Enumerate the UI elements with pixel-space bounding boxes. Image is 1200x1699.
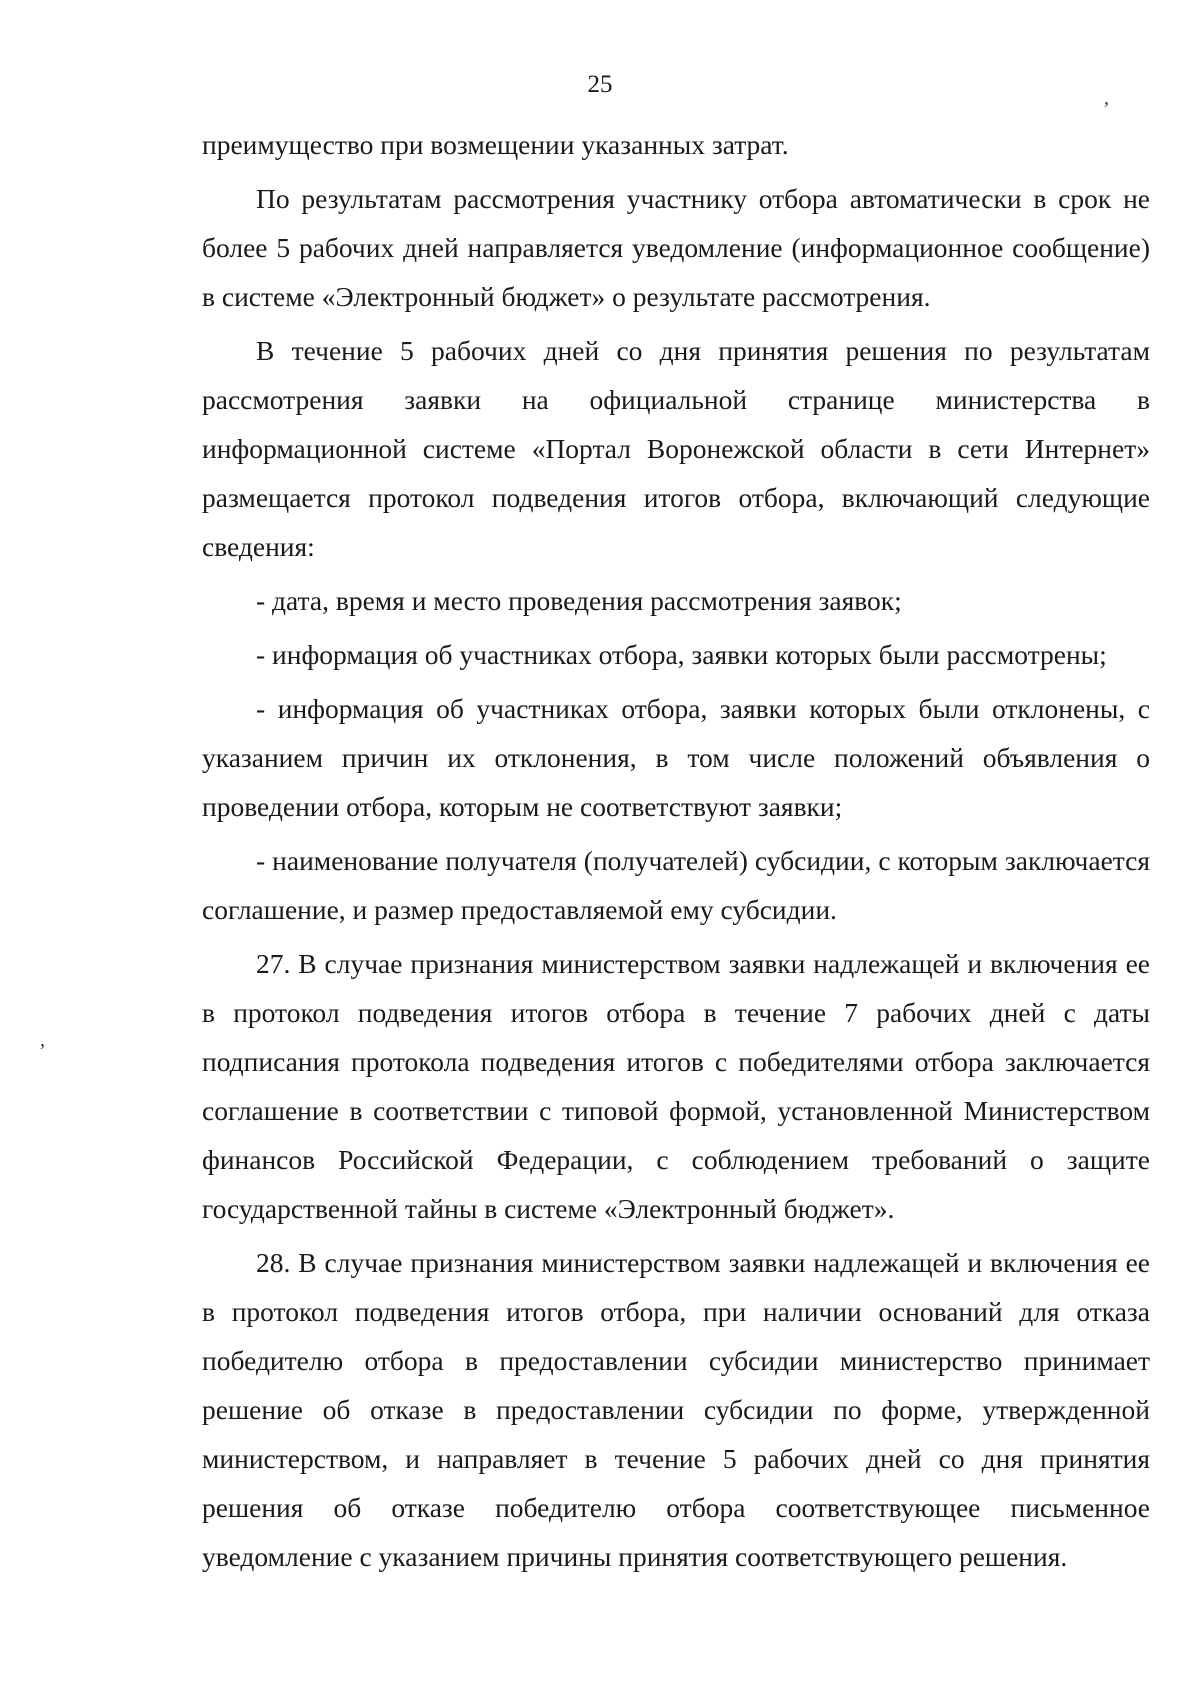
list-item-recipient-name: - наименование получателя (получателей) субсидии, с которым заключается соглашение, и размер предоставляемой ему субсидии. [202, 845, 1150, 925]
document-body [202, 120, 1150, 1581]
list-item-reviewed-participants: - информация об участниках отбора, заявки которых были рассмотрены; [256, 639, 1107, 670]
scan-mark: , [1104, 87, 1109, 109]
paragraph-protocol-publication: В течение 5 рабочих дней со дня принятия решения по результатам рассмотрения заявки на официальной странице министерства в информационной системе «Портал Воронежской области в сети Интернет» размещается протокол подведения итогов отбора, включающий следующие сведения: [202, 335, 1150, 562]
paragraph-continuation: преимущество при возмещении указанных затрат. [202, 129, 789, 160]
paragraph-notification: По результатам рассмотрения участнику отбора автоматически в срок не более 5 рабочих дней направляется уведомление (информационное сообщение) в системе «Электронный бюджет» о результате рассмотрения. [202, 183, 1150, 312]
page-number: 25 [587, 71, 613, 98]
list-item-date-time-place: - дата, время и место проведения рассмотрения заявок; [256, 585, 902, 616]
list-item-rejected-participants: - информация об участниках отбора, заявки которых были отклонены, с указанием причин их отклонения, в том числе положений объявления о проведении отбора, которым не соответствуют заявки; [202, 693, 1150, 822]
paragraph-clause-28: 28. В случае признания министерством заявки надлежащей и включения ее в протокол подведения итогов отбора, при наличии оснований для отказа победителю отбора в предоставлении субсидии министерство принимает решение об отказе в предоставлении субсидии по форме, утвержденной министерством, и направляет в течение 5 рабочих дней со дня принятия решения об отказе победителю отбора соответствующее письменное уведомление с указанием причины принятия соответствующего решения. [202, 1247, 1150, 1572]
scan-mark: , [40, 1029, 45, 1051]
paragraph-clause-27: 27. В случае признания министерством заявки надлежащей и включения ее в протокол подведения итогов отбора в течение 7 рабочих дней с даты подписания протокола подведения итогов с победителями отбора заключается соглашение в соответствии с типовой формой, установленной Министерством финансов Российской Федерации, с соблюдением требований о защите государственной тайны в системе «Электронный бюджет». [202, 948, 1150, 1224]
